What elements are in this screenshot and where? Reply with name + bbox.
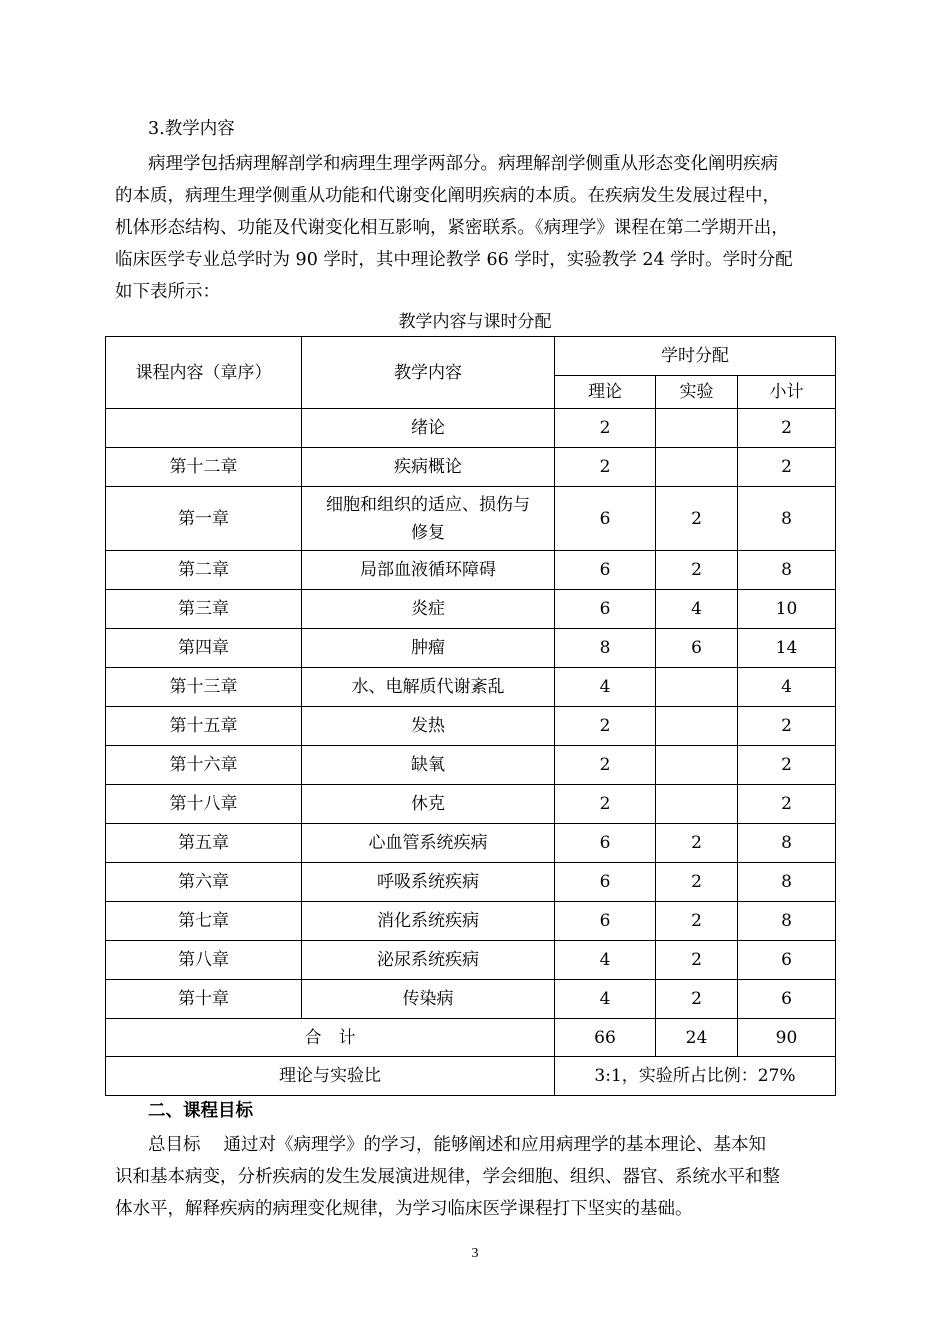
cell-subtotal: 2: [738, 409, 836, 448]
cell-theory: 6: [555, 590, 656, 629]
header-content: 教学内容: [302, 337, 555, 409]
cell-chapter: 第十八章: [106, 785, 302, 824]
intro-paragraph-line: 如下表所示：: [115, 282, 220, 302]
cell-chapter: 第十二章: [106, 448, 302, 487]
cell-lab: 2: [656, 941, 738, 980]
total-theory: 66: [555, 1019, 656, 1057]
intro-paragraph-line: 的本质，病理生理学侧重从功能和代谢变化阐明疾病的本质。在疾病发生发展过程中，: [115, 186, 780, 206]
cell-subtotal: 8: [738, 902, 836, 941]
cell-content: 消化系统疾病: [302, 902, 555, 941]
cell-subtotal: 2: [738, 707, 836, 746]
cell-theory: 2: [555, 707, 656, 746]
cell-lab: [656, 746, 738, 785]
cell-lab: 6: [656, 629, 738, 668]
cell-lab: 2: [656, 487, 738, 551]
cell-subtotal: 6: [738, 980, 836, 1019]
ratio-label: 理论与实验比: [106, 1057, 555, 1096]
cell-lab: [656, 668, 738, 707]
cell-theory: 4: [555, 980, 656, 1019]
cell-subtotal: 2: [738, 746, 836, 785]
table-row: [106, 668, 836, 707]
intro-paragraph-line: 病理学包括病理解剖学和病理生理学两部分。病理解剖学侧重从形态变化阐明疾病: [148, 154, 778, 174]
table-header-row: [106, 337, 836, 376]
table-row: [106, 980, 836, 1019]
cell-lab: 2: [656, 824, 738, 863]
cell-theory: 6: [555, 551, 656, 590]
table-total-row: [106, 1019, 836, 1057]
cell-subtotal: 10: [738, 590, 836, 629]
table-row: [106, 448, 836, 487]
cell-theory: 8: [555, 629, 656, 668]
cell-content: 炎症: [302, 590, 555, 629]
section-heading-teaching-content: 3.教学内容: [148, 119, 235, 139]
section-heading-course-goals: 二、课程目标: [148, 1101, 253, 1121]
header-hours: 学时分配: [555, 337, 836, 376]
cell-content: 休克: [302, 785, 555, 824]
cell-subtotal: 6: [738, 941, 836, 980]
goals-paragraph-line: 总目标 通过对《病理学》的学习，能够阐述和应用病理学的基本理论、基本知: [148, 1135, 767, 1155]
cell-content: 缺氧: [302, 746, 555, 785]
table-ratio-row: [106, 1057, 836, 1096]
cell-content: 肿瘤: [302, 629, 555, 668]
table-row: [106, 824, 836, 863]
table-row: [106, 590, 836, 629]
cell-subtotal: 8: [738, 551, 836, 590]
cell-lab: 2: [656, 863, 738, 902]
cell-chapter: 第十五章: [106, 707, 302, 746]
cell-content: 心血管系统疾病: [302, 824, 555, 863]
table-row: [106, 487, 836, 551]
cell-chapter: 第十六章: [106, 746, 302, 785]
goals-paragraph-line: 体水平，解释疾病的病理变化规律，为学习临床医学课程打下坚实的基础。: [115, 1199, 693, 1219]
total-subtotal: 90: [738, 1019, 836, 1057]
header-chapter: 课程内容（章序）: [106, 337, 302, 409]
cell-subtotal: 2: [738, 448, 836, 487]
cell-theory: 6: [555, 824, 656, 863]
cell-lab: [656, 448, 738, 487]
table-row: [106, 785, 836, 824]
cell-content: 泌尿系统疾病: [302, 941, 555, 980]
table-row: [106, 746, 836, 785]
table-caption: 教学内容与课时分配: [398, 312, 552, 332]
cell-lab: 2: [656, 902, 738, 941]
cell-chapter: 第六章: [106, 863, 302, 902]
cell-theory: 4: [555, 668, 656, 707]
table-row: [106, 707, 836, 746]
ratio-value: 3:1，实验所占比例：27%: [555, 1057, 836, 1096]
cell-theory: 2: [555, 746, 656, 785]
header-lab: 实验: [656, 376, 738, 409]
cell-chapter: 第一章: [106, 487, 302, 551]
cell-chapter: 第三章: [106, 590, 302, 629]
cell-chapter: 第七章: [106, 902, 302, 941]
cell-chapter: 第四章: [106, 629, 302, 668]
cell-content: 传染病: [302, 980, 555, 1019]
cell-theory: 4: [555, 941, 656, 980]
table-row: [106, 409, 836, 448]
cell-lab: 4: [656, 590, 738, 629]
cell-lab: [656, 785, 738, 824]
cell-lab: [656, 707, 738, 746]
cell-lab: [656, 409, 738, 448]
cell-content: 绪论: [302, 409, 555, 448]
total-label: 合 计: [106, 1019, 555, 1057]
cell-content: 局部血液循环障碍: [302, 551, 555, 590]
header-subtotal: 小计: [738, 376, 836, 409]
cell-chapter: [106, 409, 302, 448]
intro-paragraph-line: 机体形态结构、功能及代谢变化相互影响，紧密联系。《病理学》课程在第二学期开出，: [115, 218, 789, 238]
cell-theory: 2: [555, 785, 656, 824]
cell-lab: 2: [656, 980, 738, 1019]
cell-lab: 2: [656, 551, 738, 590]
cell-theory: 6: [555, 902, 656, 941]
cell-theory: 6: [555, 863, 656, 902]
table-row: [106, 902, 836, 941]
cell-content: 发热: [302, 707, 555, 746]
cell-content: 呼吸系统疾病: [302, 863, 555, 902]
cell-chapter: 第十三章: [106, 668, 302, 707]
cell-theory: 2: [555, 409, 656, 448]
cell-subtotal: 8: [738, 863, 836, 902]
cell-subtotal: 8: [738, 487, 836, 551]
cell-content: 疾病概论: [302, 448, 555, 487]
cell-content-line: 修复: [411, 522, 445, 543]
cell-subtotal: 14: [738, 629, 836, 668]
cell-subtotal: 2: [738, 785, 836, 824]
cell-theory: 6: [555, 487, 656, 551]
cell-content-line: 细胞和组织的适应、损伤与: [326, 494, 530, 515]
cell-chapter: 第二章: [106, 551, 302, 590]
cell-subtotal: 8: [738, 824, 836, 863]
cell-theory: 2: [555, 448, 656, 487]
header-theory: 理论: [555, 376, 656, 409]
table-row: [106, 863, 836, 902]
hours-distribution-table: [105, 336, 836, 1096]
table-row: [106, 941, 836, 980]
table-row: [106, 551, 836, 590]
table-row: [106, 629, 836, 668]
intro-paragraph-line: 临床医学专业总学时为 90 学时，其中理论教学 66 学时，实验教学 24 学时。学时分配: [115, 250, 793, 270]
cell-content: [302, 487, 555, 551]
cell-chapter: 第十章: [106, 980, 302, 1019]
cell-content: 水、电解质代谢紊乱: [302, 668, 555, 707]
page-number: 3: [471, 1246, 479, 1261]
cell-chapter: 第五章: [106, 824, 302, 863]
goals-paragraph-line: 识和基本病变，分析疾病的发生发展演进规律，学会细胞、组织、器官、系统水平和整: [115, 1167, 780, 1187]
cell-subtotal: 4: [738, 668, 836, 707]
cell-chapter: 第八章: [106, 941, 302, 980]
total-lab: 24: [656, 1019, 738, 1057]
